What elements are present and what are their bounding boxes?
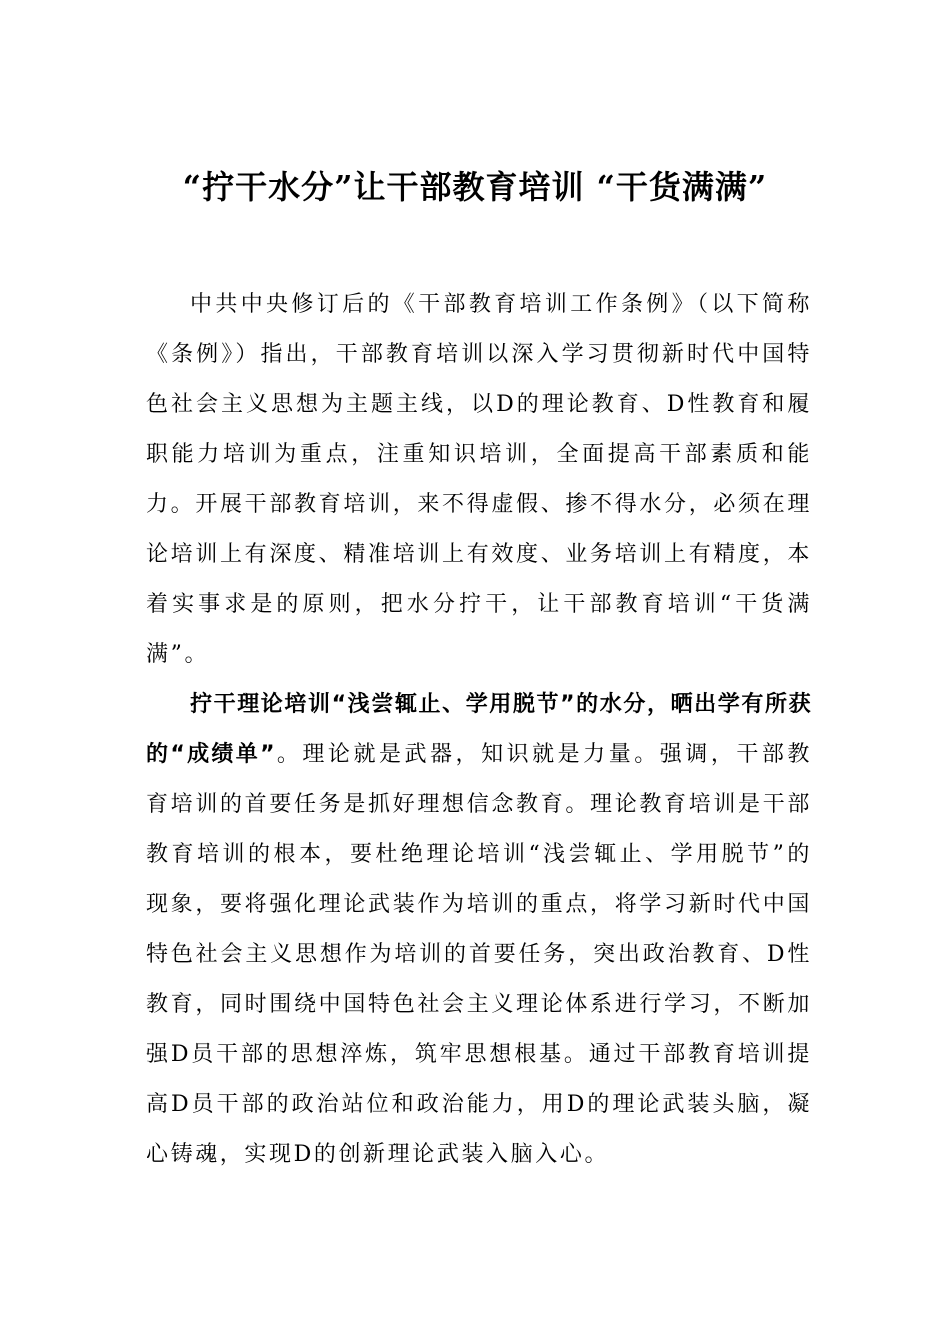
title-main-text: “拧干水分”让干部教育培训: [182, 168, 585, 206]
paragraph-body-text: 。理论就是武器，知识就是力量。强调，干部教育培训的首要任务是抓好理想信念教育。理论教育培训是干部教育培训的根本，要杜绝理论培训“浅尝辄止、学用脱节”的现象，要将强化理论武装作为培训的重点，将学习新时代中国特色社会主义思想作为培训的首要任务，突出政治教育、D性教育，同时围绕中国特色社会主义理论体系进行学习，不断加强D员干部的思想淬炼，筑牢思想根基。通过干部教育培训提高D员干部的政治站位和政治能力，用D的理论武装头脑，凝心铸魂，实现D的创新理论武装入脑入心。: [146, 742, 812, 1167]
document-body: [146, 280, 812, 1180]
title-quoted-text: “干货满满”: [596, 168, 768, 206]
paragraph-intro: 中共中央修订后的《干部教育培训工作条例》（以下简称《条例》）指出，干部教育培训以深入学习贯彻新时代中国特色社会主义思想为主题主线，以D的理论教育、D性教育和履职能力培训为重点，注重知识培训，全面提高干部素质和能力。开展干部教育培训，来不得虚假、掺不得水分，必须在理论培训上有深度、精准培训上有效度、业务培训上有精度，本着实事求是的原则，把水分拧干，让干部教育培训“干货满满”。: [146, 292, 812, 667]
paragraph-lead-sentence: 拧干理论培训“浅尝辄止、学用脱节”的水分，晒出学有所获的“成绩单”: [146, 692, 812, 767]
paragraph-theory-training: [146, 680, 812, 1180]
document-title: [0, 168, 950, 206]
